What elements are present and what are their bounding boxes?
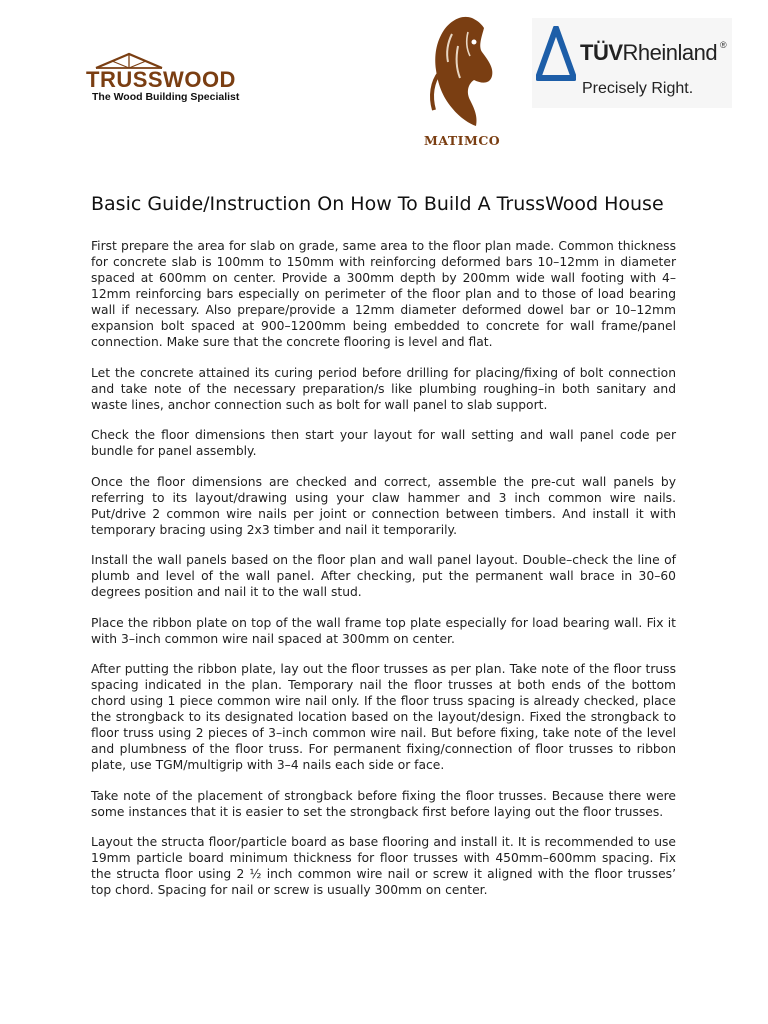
paragraph: Place the ribbon plate on top of the wall frame top plate especially for load bearing wall. Fix it with 3–inch common wire nail spaced at 300mm on center. [91, 615, 676, 646]
matimco-wordmark: MATIMCO [424, 133, 501, 148]
matimco-logo [412, 12, 522, 152]
trusswood-wordmark: TRUSSWOOD [86, 67, 236, 92]
paragraph: Layout the structa floor/particle board as base flooring and install it. It is recommended to use 19mm particle board minimum thickness for floor trusses with 450mm–600mm spacing. Fix the structa floor using 2 ½ inch common wire nail or screw it aligned with the floor trusses’ top chord. Spacing for nail or screw is usually 300mm on center. [91, 835, 676, 897]
paragraph: Once the floor dimensions are checked and correct, assemble the pre-cut wall panels by referring to its layout/drawing using your claw hammer and 3 inch common wire nails. Put/drive 2 common wire nails per joint or connection between timbers. And install it with temporary bracing using 2x3 timber and nail it temporarily. [91, 474, 676, 537]
paragraph: After putting the ribbon plate, lay out the floor trusses as per plan. Take note of the floor truss spacing indicated in the plan. Temporary nail the floor trusses at both ends of the bottom chord using 1 piece common wire nail only. If the floor truss spacing is already checked, place the strongback to its designated location based on the layout/design. Fixed the strongback to floor truss using 2 pieces of 3–inch common wire nail. But before fixing, take note of the level and plumbness of the floor truss. For permanent fixing/connection of floor trusses to ribbon plate, use TGM/multigrip with 3–4 nails each side or face. [91, 662, 676, 772]
document-header [0, 0, 768, 160]
trusswood-logo [86, 52, 246, 108]
paragraph: Install the wall panels based on the floor plan and wall panel layout. Double–check the line of plumb and level of the wall panel. After checking, put the permanent wall brace in 30–60 degrees position and nail it to the wall stud. [91, 553, 676, 599]
paragraph: Check the floor dimensions then start your layout for wall setting and wall panel code per bundle for panel assembly. [91, 428, 676, 458]
tuv-wordmark: TÜVRheinland [580, 40, 718, 65]
horse-head-icon [412, 12, 522, 130]
paragraph: Let the concrete attained its curing period before drilling for placing/fixing of bolt connection and take note of the necessary preparation/s like plumbing roughing–in both sanitary and waste lines, anchor connection such as bolt for wall panel to slab support. [91, 365, 676, 412]
document-title: Basic Guide/Instruction On How To Build A TrussWood House [91, 193, 664, 215]
tuv-tagline: Precisely Right. [582, 80, 694, 97]
registered-mark: ® [720, 40, 727, 50]
tuv-triangle-icon [536, 26, 576, 82]
tuv-rheinland-logo [532, 18, 732, 108]
paragraph: First prepare the area for slab on grade, same area to the floor plan made. Common thickness for concrete slab is 100mm to 150mm with reinforcing deformed bars 10–12mm in diameter spaced at 600mm on center. Provide a 300mm depth by 200mm wide wall footing with 4–12mm reinforcing bars especially on perimeter of the floor plan and to those of load bearing wall if necessary. Also prepare/provide a 12mm diameter deformed dowel bar or 10–12mm expansion bolt spaced at 900–1200mm being embedded to concrete for wall frame/panel connection. Make sure that the concrete flooring is level and flat. [91, 239, 676, 349]
document-body [91, 192, 676, 913]
paragraph: Take note of the placement of strongback before fixing the floor trusses. Because there were some instances that it is easier to set the strongback first before laying out the floor trusses. [91, 788, 676, 819]
trusswood-tagline: The Wood Building Specialist [92, 91, 240, 103]
